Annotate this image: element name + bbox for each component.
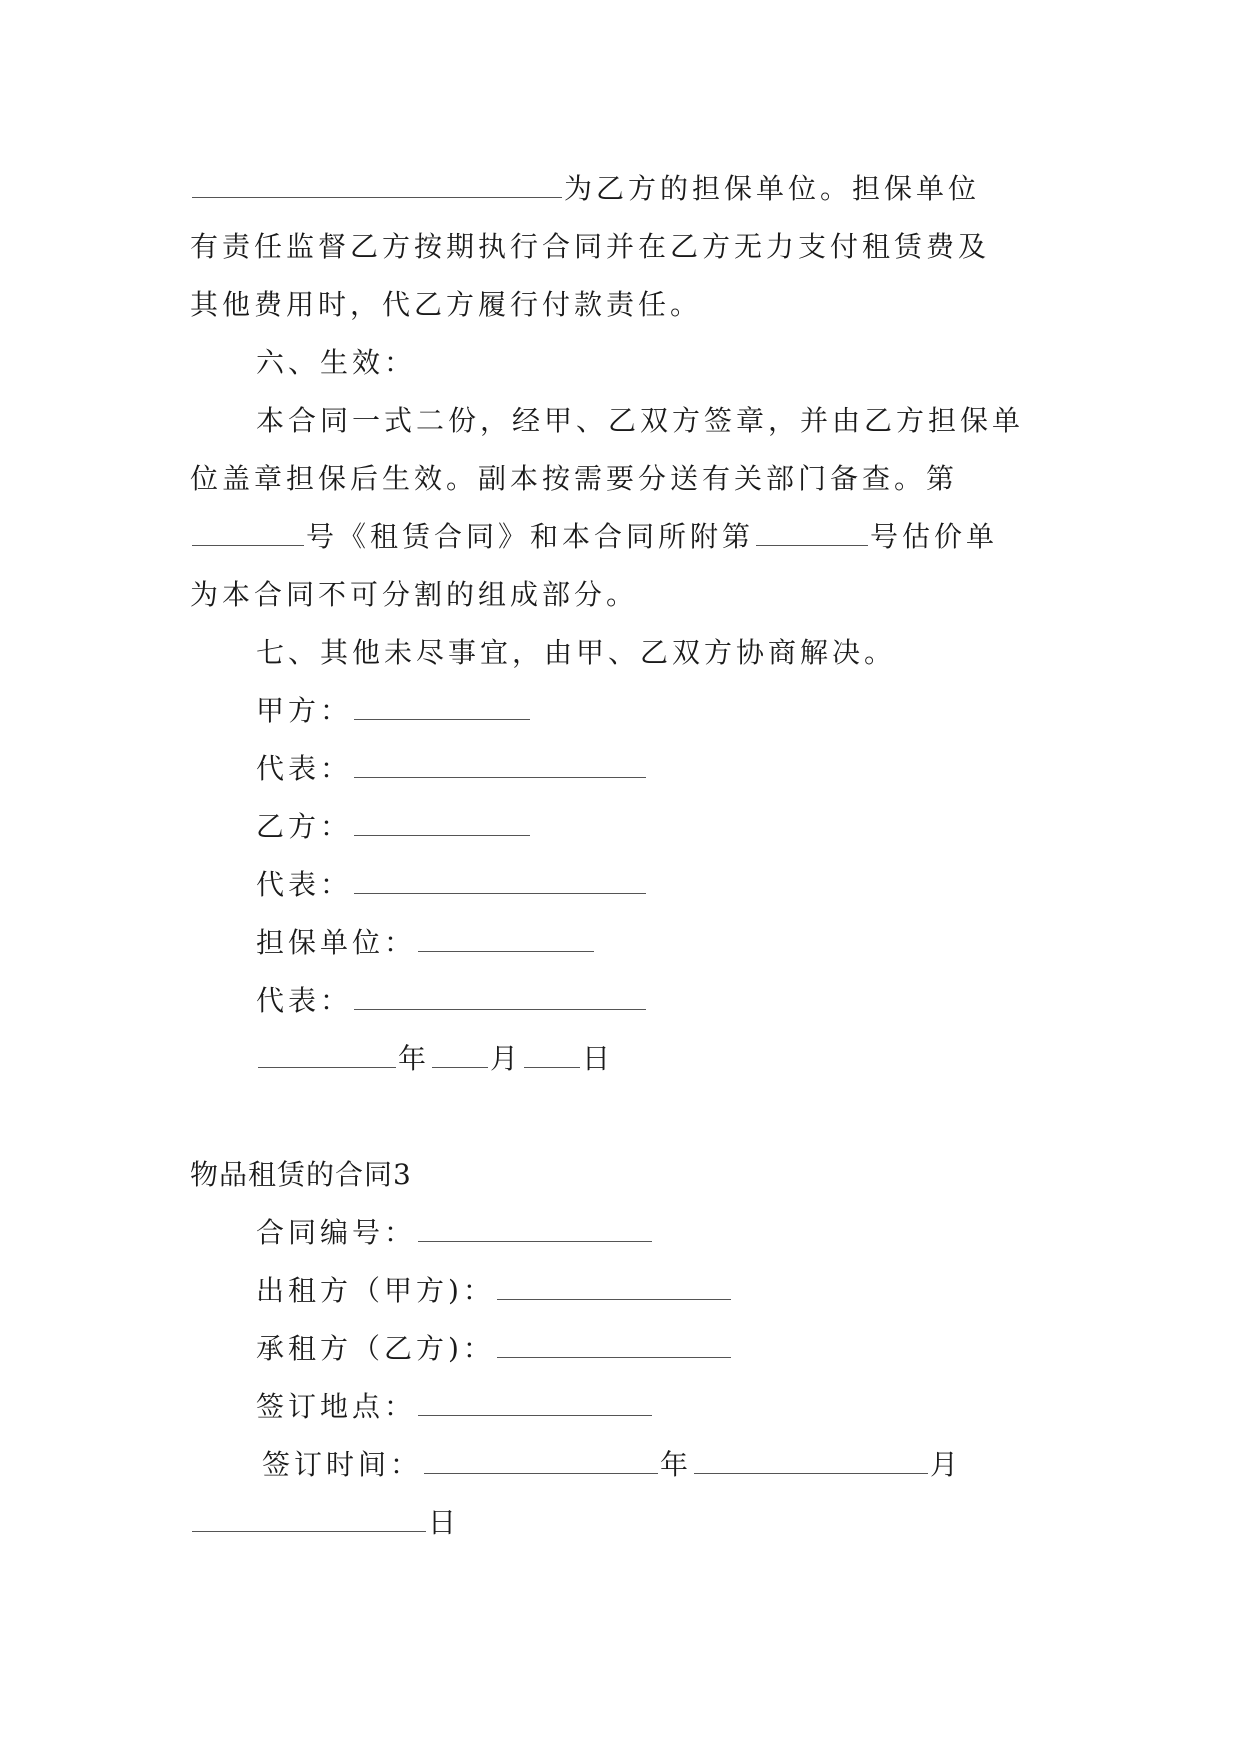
- signing-time-field: [190, 1436, 1050, 1494]
- paragraph-line: [190, 508, 1050, 566]
- contract-title: 物品租赁的合同3: [190, 1158, 412, 1191]
- text-run: 号估价单: [870, 520, 999, 553]
- field-label: 承租方（乙方)：: [256, 1332, 495, 1365]
- section-heading: 七、其他未尽事宜，由甲、乙双方协商解决。: [256, 636, 897, 669]
- contract-number-field: [190, 1204, 1050, 1262]
- paragraph-line: 有责任监督乙方按期执行合同并在乙方无力支付租赁费及: [190, 230, 991, 263]
- field-label: 担保单位：: [256, 926, 417, 959]
- fill-blank: [354, 757, 646, 778]
- fill-blank: [354, 989, 646, 1010]
- fill-blank: [497, 1279, 731, 1300]
- paragraph-line: 位盖章担保后生效。副本按需要分送有关部门备查。第: [190, 462, 959, 495]
- signature-representative: [190, 856, 1050, 914]
- fill-blank: [354, 873, 646, 894]
- fill-blank: [497, 1337, 731, 1358]
- signature-representative: [190, 740, 1050, 798]
- signature-representative: [190, 972, 1050, 1030]
- field-label: 代表：: [256, 984, 353, 1017]
- fill-blank: [418, 1221, 652, 1242]
- signature-party-a: [190, 682, 1050, 740]
- paragraph-line: [190, 160, 1050, 218]
- field-label: 代表：: [256, 752, 353, 785]
- fill-blank: [354, 699, 530, 720]
- fill-blank: [258, 1047, 396, 1068]
- fill-blank: [192, 525, 304, 546]
- field-label: 签订地点：: [256, 1390, 417, 1423]
- paragraph-line: 其他费用时，代乙方履行付款责任。: [190, 288, 703, 321]
- fill-blank: [432, 1047, 488, 1068]
- date-month-label: 月: [490, 1042, 523, 1075]
- lessee-field: [190, 1320, 1050, 1378]
- signing-time-day: [190, 1494, 1050, 1552]
- fill-blank: [418, 1395, 652, 1416]
- text-run: 为乙方的担保单位。担保单位: [564, 172, 981, 205]
- field-label: 代表：: [256, 868, 353, 901]
- date-year-label: 年: [660, 1448, 693, 1481]
- field-label: 乙方：: [256, 810, 353, 843]
- field-label: 出租方（甲方)：: [256, 1274, 495, 1307]
- section-heading: 六、生效：: [256, 346, 417, 379]
- fill-blank: [694, 1453, 928, 1474]
- date-year-label: 年: [398, 1042, 431, 1075]
- field-label: 甲方：: [256, 694, 353, 727]
- field-label: 合同编号：: [256, 1216, 417, 1249]
- date-day-label: 日: [582, 1042, 615, 1075]
- fill-blank: [418, 931, 594, 952]
- fill-blank: [756, 525, 868, 546]
- date-month-label: 月: [930, 1448, 963, 1481]
- document-body: [190, 160, 1050, 1552]
- text-run: 号《租赁合同》和本合同所附第: [306, 520, 755, 553]
- signature-party-b: [190, 798, 1050, 856]
- fill-blank: [192, 177, 562, 198]
- fill-blank: [192, 1511, 426, 1532]
- lessor-field: [190, 1262, 1050, 1320]
- spacer: [190, 1088, 1050, 1146]
- signature-date: [190, 1030, 1050, 1088]
- paragraph-line: 本合同一式二份，经甲、乙双方签章，并由乙方担保单: [256, 404, 1025, 437]
- field-label: 签订时间：: [262, 1448, 423, 1481]
- fill-blank: [524, 1047, 580, 1068]
- fill-blank: [354, 815, 530, 836]
- date-day-label: 日: [428, 1506, 461, 1539]
- signing-place-field: [190, 1378, 1050, 1436]
- signature-guarantor: [190, 914, 1050, 972]
- fill-blank: [424, 1453, 658, 1474]
- paragraph-line: 为本合同不可分割的组成部分。: [190, 578, 639, 611]
